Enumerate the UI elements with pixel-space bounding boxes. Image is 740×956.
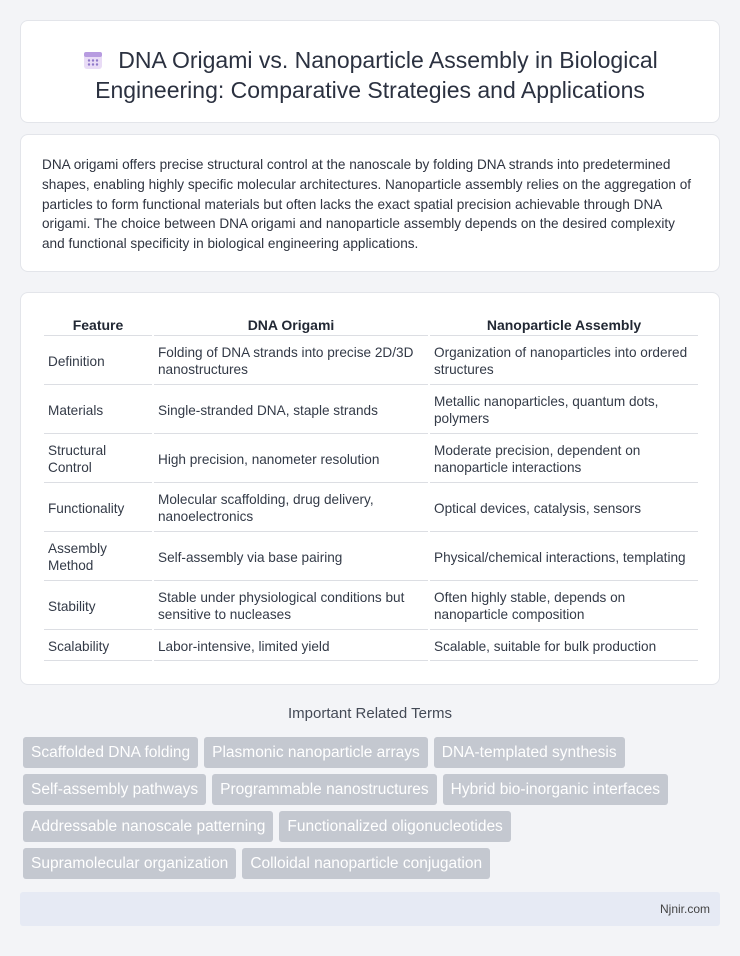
feature-cell: Assembly Method — [44, 534, 152, 581]
feature-cell: Functionality — [44, 485, 152, 532]
related-term-tag[interactable]: Addressable nanoscale patterning — [23, 811, 273, 842]
related-term-tag[interactable]: Supramolecular organization — [23, 848, 236, 879]
dna-origami-cell: Self-assembly via base pairing — [154, 534, 428, 581]
feature-cell: Definition — [44, 338, 152, 385]
tag-row — [23, 848, 713, 879]
feature-cell: Scalability — [44, 632, 152, 661]
related-term-tag[interactable]: Hybrid bio-inorganic interfaces — [443, 774, 668, 805]
related-term-tag[interactable]: Functionalized oligonucleotides — [279, 811, 510, 842]
tag-row — [23, 811, 713, 842]
related-term-tag[interactable]: Self-assembly pathways — [23, 774, 206, 805]
intro-paragraph: DNA origami offers precise structural control at the nanoscale by folding DNA strands into predetermined shapes, enabling highly specific molecular architectures. Nanoparticle assembly relies on the aggregation of particles to form functional materials but often lacks the exact spatial precision achievable through DNA origami. The choice between DNA origami and nanoparticle assembly depends on the desired complexity and functional specificity in biological engineering applications. — [42, 157, 692, 252]
related-term-tag[interactable]: Colloidal nanoparticle conjugation — [242, 848, 490, 879]
related-term-tag[interactable]: DNA-templated synthesis — [434, 737, 625, 768]
nanoparticle-cell: Metallic nanoparticles, quantum dots, polymers — [430, 387, 698, 434]
nanoparticle-cell: Optical devices, catalysis, sensors — [430, 485, 698, 532]
nanoparticle-cell: Moderate precision, dependent on nanoparticle interactions — [430, 436, 698, 483]
related-terms-list — [23, 737, 713, 885]
table-row — [44, 387, 698, 434]
title-card — [20, 20, 720, 123]
table-row — [44, 436, 698, 483]
calendar-grid-icon — [82, 48, 104, 70]
footer-site-link[interactable]: Njnir.com — [659, 902, 710, 916]
intro-card — [20, 134, 720, 272]
nanoparticle-cell: Physical/chemical interactions, templating — [430, 534, 698, 581]
nanoparticle-cell: Organization of nanoparticles into ordered structures — [430, 338, 698, 385]
related-term-tag[interactable]: Programmable nanostructures — [212, 774, 437, 805]
dna-origami-cell: Folding of DNA strands into precise 2D/3D nanostructures — [154, 338, 428, 385]
dna-origami-cell: Molecular scaffolding, drug delivery, nanoelectronics — [154, 485, 428, 532]
table-header-row — [44, 315, 698, 336]
tag-row — [23, 737, 713, 768]
table-row — [44, 534, 698, 581]
dna-origami-cell: Stable under physiological conditions but sensitive to nucleases — [154, 583, 428, 630]
column-header-dna-origami: DNA Origami — [154, 315, 428, 336]
tag-row — [23, 774, 713, 805]
table-row — [44, 583, 698, 630]
table-row — [44, 485, 698, 532]
dna-origami-cell: High precision, nanometer resolution — [154, 436, 428, 483]
nanoparticle-cell: Scalable, suitable for bulk production — [430, 632, 698, 661]
related-term-tag[interactable]: Scaffolded DNA folding — [23, 737, 198, 768]
table-row — [44, 632, 698, 661]
related-term-tag[interactable]: Plasmonic nanoparticle arrays — [204, 737, 428, 768]
related-terms-heading: Important Related Terms — [288, 705, 452, 722]
comparison-table — [42, 313, 700, 663]
dna-origami-cell: Single-stranded DNA, staple strands — [154, 387, 428, 434]
footer-bar — [20, 892, 720, 926]
feature-cell: Structural Control — [44, 436, 152, 483]
page-title — [51, 45, 689, 105]
feature-cell: Stability — [44, 583, 152, 630]
column-header-nanoparticle-assembly: Nanoparticle Assembly — [430, 315, 698, 336]
nanoparticle-cell: Often highly stable, depends on nanoparticle composition — [430, 583, 698, 630]
comparison-card — [20, 292, 720, 685]
feature-cell: Materials — [44, 387, 152, 434]
column-header-feature: Feature — [44, 315, 152, 336]
dna-origami-cell: Labor-intensive, limited yield — [154, 632, 428, 661]
table-row — [44, 338, 698, 385]
page-title-text: DNA Origami vs. Nanoparticle Assembly in Biological Engineering: Comparative Strategies and Applications — [95, 47, 658, 103]
